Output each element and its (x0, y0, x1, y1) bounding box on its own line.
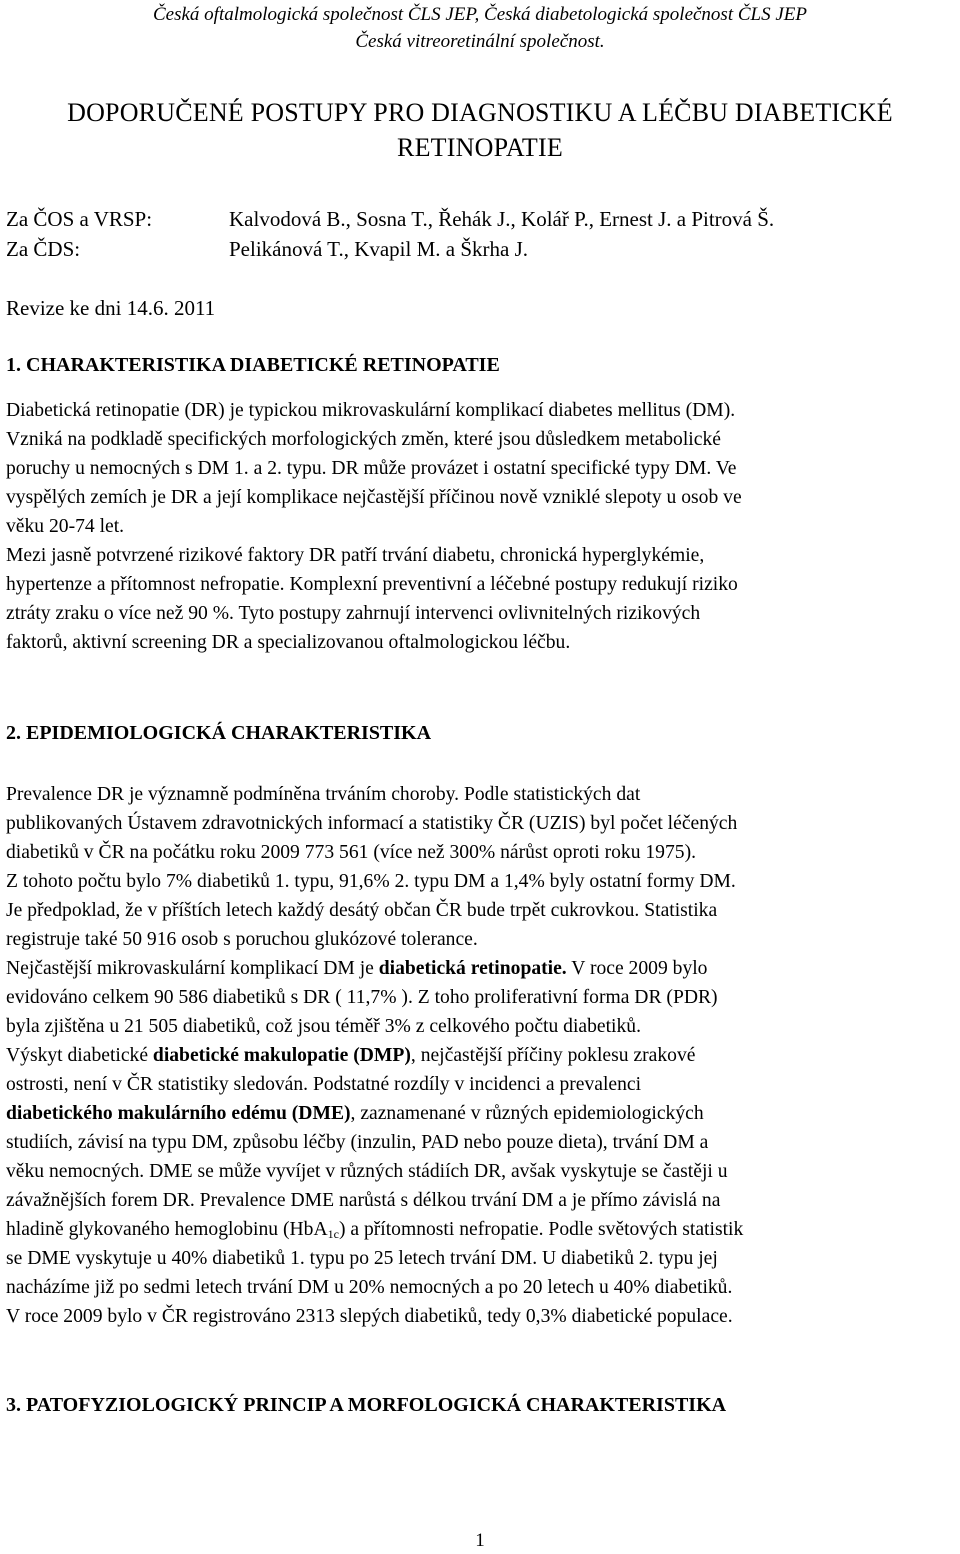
section-2-line: závažnějších forem DR. Prevalence DME narůstá s délkou trvání DM a je přímo závislá na (6, 1190, 721, 1211)
section-1-line: Mezi jasně potvrzené rizikové faktory DR patří trvání diabetu, chronická hyperglykémie, (6, 545, 705, 566)
section-2-line: věku nemocných. DME se může vyvíjet v různých stádiích DR, avšak vyskytuje se častěji u (6, 1161, 728, 1182)
section-2-line: ostrosti, není v ČR statistiky sledován. Podstatné rozdíly v incidenci a prevalenci (6, 1074, 642, 1095)
subscript-1c: 1c (327, 1227, 339, 1241)
section-2-line: Z tohoto počtu bylo 7% diabetiků 1. typu, 91,6% 2. typu DM a 1,4% byly ostatní formy DM. (6, 871, 736, 892)
section-2-line: se DME vyskytuje u 40% diabetiků 1. typu po 25 letech trvání DM. U diabetiků 2. typu jej (6, 1248, 718, 1269)
section-1-body (6, 396, 960, 657)
section-2-line: studiích, závisí na typu DM, způsobu léčby (inzulin, PAD nebo pouze dieta), trvání DM a (6, 1132, 709, 1153)
section-2-line: Prevalence DR je významně podmíněna trváním choroby. Podle statistických dat (6, 784, 641, 805)
section-1-line: věku 20-74 let. (6, 516, 125, 537)
section-1-line: vyspělých zemích je DR a její komplikace nejčastější příčinou nově vzniklé slepoty u osob ve (6, 487, 742, 508)
section-1-line: poruchy u nemocných s DM 1. a 2. typu. DR může provázet i ostatní specifické typy DM. Ve (6, 458, 737, 479)
author-group-label-cos: Za ČOS a VRSP: (6, 207, 153, 231)
emphasis-dmp: diabetické makulopatie (DMP) (152, 1045, 411, 1066)
text-run: , zaznamenané v různých epidemiologických (350, 1103, 704, 1124)
section-2-title: 2. EPIDEMIOLOGICKÁ CHARAKTERISTIKA (6, 722, 432, 744)
section-3-title: 3. PATOFYZIOLOGICKÝ PRINCIP A MORFOLOGICKÁ CHARAKTERISTIKA (6, 1394, 727, 1416)
section-2-line: diabetiků v ČR na počátku roku 2009 773 561 (více než 300% nárůst oproti roku 1975). (6, 842, 697, 863)
revision-date: Revize ke dni 14.6. 2011 (6, 296, 216, 320)
section-1-line: faktorů, aktivní screening DR a specializovanou oftalmologickou léčbu. (6, 632, 571, 653)
section-2-line: V roce 2009 bylo v ČR registrováno 2313 slepých diabetiků, tedy 0,3% diabetické populace. (6, 1306, 733, 1327)
section-1-line: Vzniká na podkladě specifických morfologických změn, které jsou důsledkem metabolické (6, 429, 721, 450)
emphasis-diabeticka-retinopatie: diabetická retinopatie. (378, 958, 567, 979)
section-2-line: evidováno celkem 90 586 diabetiků s DR ( 11,7% ). Z toho proliferativní forma DR (PDR) (6, 987, 718, 1008)
text-run: hladině glykovaného hemoglobinu (HbA (6, 1219, 328, 1240)
section-2-line: publikovaných Ústavem zdravotnických informací a statistiky ČR (UZIS) byl počet léčených (6, 813, 738, 834)
author-names-cds: Pelikánová T., Kvapil M. a Škrha J. (229, 237, 529, 261)
section-2-line (6, 1041, 960, 1070)
author-group-label-cds: Za ČDS: (6, 237, 81, 261)
text-run: , nejčastější příčiny poklesu zrakové (410, 1045, 696, 1066)
text-run: Nejčastější mikrovaskulární komplikací DM je (6, 958, 379, 979)
section-2-body (6, 780, 960, 1331)
section-2-line (6, 1215, 960, 1244)
section-1-title: 1. CHARAKTERISTIKA DIABETICKÉ RETINOPATIE (6, 354, 500, 376)
section-2-line: byla zjištěna u 21 505 diabetiků, což jsou téměř 3% z celkového počtu diabetiků. (6, 1016, 641, 1037)
section-2-line: registruje také 50 916 osob s poruchou glukózové tolerance. (6, 929, 478, 950)
author-names-cos: Kalvodová B., Sosna T., Řehák J., Kolář P., Ernest J. a Pitrová Š. (229, 207, 775, 231)
document-title-line-1: DOPORUČENÉ POSTUPY PRO DIAGNOSTIKU A LÉČBU DIABETICKÉ (67, 98, 893, 127)
text-run: ) a přítomnosti nefropatie. Podle světových statistik (338, 1219, 744, 1240)
section-1-line: Diabetická retinopatie (DR) je typickou mikrovaskulární komplikací diabetes mellitus (DM). (6, 400, 736, 421)
document-title-line-2: RETINOPATIE (397, 133, 563, 162)
section-1-line: ztráty zraku o více než 90 %. Tyto postupy zahrnují intervenci ovlivnitelných rizikových (6, 603, 701, 624)
section-2-line (6, 954, 960, 983)
section-2-line (6, 1099, 960, 1128)
text-run: Výskyt diabetické (6, 1045, 153, 1066)
header-societies: Česká oftalmologická společnost ČLS JEP, Česká diabetologická společnost ČLS JEP (152, 4, 807, 25)
section-2-line: nacházíme již po sedmi letech trvání DM u 20% nemocných a po 20 letech u 40% diabetiků. (6, 1277, 733, 1298)
section-2-line: Je předpoklad, že v příštích letech každý desátý občan ČR bude trpět cukrovkou. Statistika (6, 900, 718, 921)
header-vitreoretinal: Česká vitreoretinální společnost. (355, 31, 605, 52)
section-1-line: hypertenze a přítomnost nefropatie. Komplexní preventivní a léčebné postupy redukují riziko (6, 574, 738, 595)
text-run: V roce 2009 bylo (566, 958, 708, 979)
page-number: 1 (475, 1530, 485, 1551)
emphasis-dme: diabetického makulárního edému (DME) (6, 1103, 351, 1124)
